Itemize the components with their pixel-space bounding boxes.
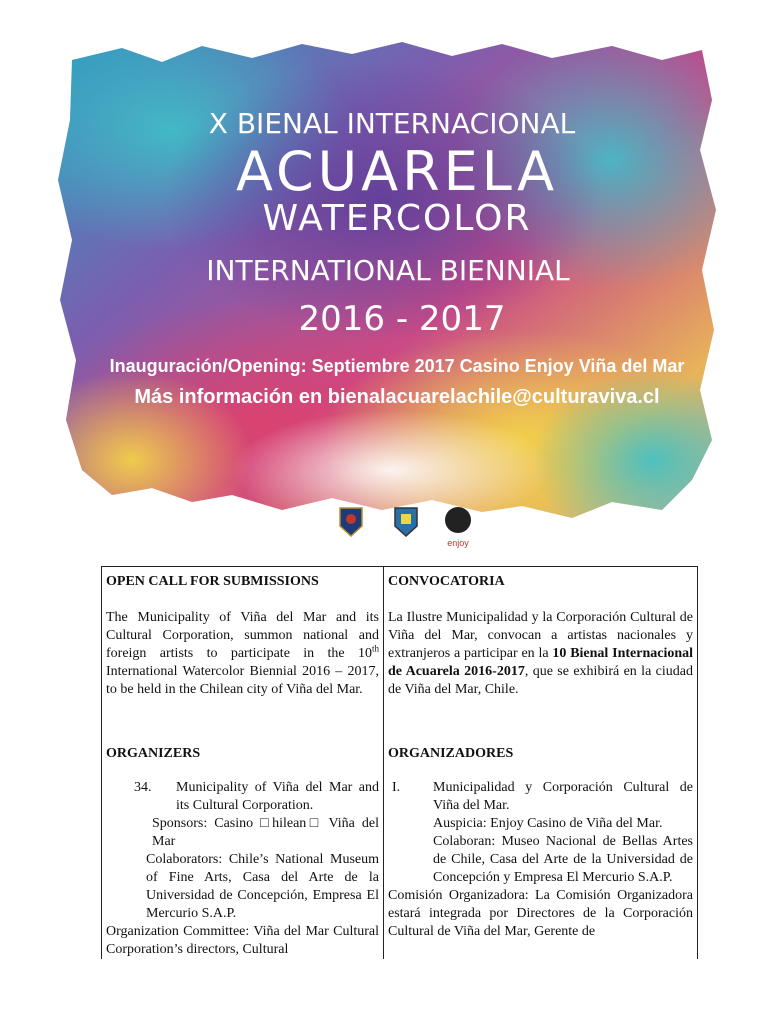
right-item-number: I. xyxy=(392,780,401,795)
poster-line-5: 2016 - 2017 xyxy=(298,299,506,339)
left-p1-text: The Municipality of Viña del Mar and its Cultural Corporation, summon national and foreign artists to participate in the 10 xyxy=(106,610,379,661)
poster-info-1: Inauguración/Opening: Septiembre 2017 Casino Enjoy Viña del Mar xyxy=(109,356,685,376)
right-paragraph-call xyxy=(388,609,693,699)
right-p1-text: La Ilustre Municipalidad y la Corporación Cultural de Viña del Mar, convocan a artistas nacionales y extranjeros a participar en la xyxy=(388,610,693,661)
crest-logo-1 xyxy=(340,508,362,536)
poster-line-1: X BIENAL INTERNACIONAL xyxy=(208,107,576,140)
crest-logo-2 xyxy=(395,508,417,536)
left-item-number: 34. xyxy=(134,780,152,795)
left-sponsors: Sponsors: Casino □hilean□ Viña del Mar xyxy=(152,816,379,849)
right-comision: Comisión Organizadora: La Comisión Organizadora estará integrada por Directores de la Corporación Cultural de Viña del Mar, Gerente de xyxy=(388,888,693,939)
bilingual-table xyxy=(101,566,698,959)
right-heading-call: CONVOCATORIA xyxy=(388,574,505,589)
svg-text:enjoy: enjoy xyxy=(447,538,469,548)
left-committee: Organization Committee: Viña del Mar Cultural Corporation’s directors, Cultural xyxy=(106,924,379,957)
poster-image xyxy=(52,40,720,565)
left-heading-organizers: ORGANIZERS xyxy=(106,746,201,761)
right-p1-text-end: , que se exhibirá en la ciudad de Viña del Mar, Chile. xyxy=(388,664,693,697)
left-p1-sup: th xyxy=(371,643,379,654)
left-collaborators: Colaborators: Chile’s National Museum of Fine Arts, Casa del Arte de la Universidad de Concepción, Empresa El Mercurio S.A.P. xyxy=(146,852,379,921)
left-column xyxy=(102,567,384,960)
right-column xyxy=(384,567,698,960)
right-org-item xyxy=(388,779,693,815)
left-heading-call: OPEN CALL FOR SUBMISSIONS xyxy=(106,574,319,589)
poster-line-4: INTERNATIONAL BIENNIAL xyxy=(206,254,570,287)
right-colaboran: Colaboran: Museo Nacional de Bellas Artes de Chile, Casa del Arte de la Universidad de Concepción y Empresa El Mercurio S.A.P. xyxy=(433,834,693,885)
left-org-item xyxy=(106,779,379,815)
poster-line-2: ACUARELA xyxy=(235,140,559,203)
right-heading-organizers: ORGANIZADORES xyxy=(388,746,514,761)
right-item-text: Municipalidad y Corporación Cultural de Viña del Mar. xyxy=(433,780,693,813)
left-paragraph-call xyxy=(106,609,379,699)
right-auspicia: Auspicia: Enjoy Casino de Viña del Mar. xyxy=(433,816,663,831)
left-item-text: Municipality of Viña del Mar and its Cultural Corporation. xyxy=(176,780,379,813)
left-p1-text-end: International Watercolor Biennial 2016 – 2017, to be held in the Chilean city of Viña del Mar. xyxy=(106,664,379,697)
enjoy-logo xyxy=(445,507,471,548)
right-p1-bold: 10 Bienal Internacional de Acuarela 2016-2017 xyxy=(388,646,694,679)
poster-line-3: WATERCOLOR xyxy=(262,198,532,239)
poster-info-2: Más información en bienalacuarelachile@culturaviva.cl xyxy=(134,386,660,408)
